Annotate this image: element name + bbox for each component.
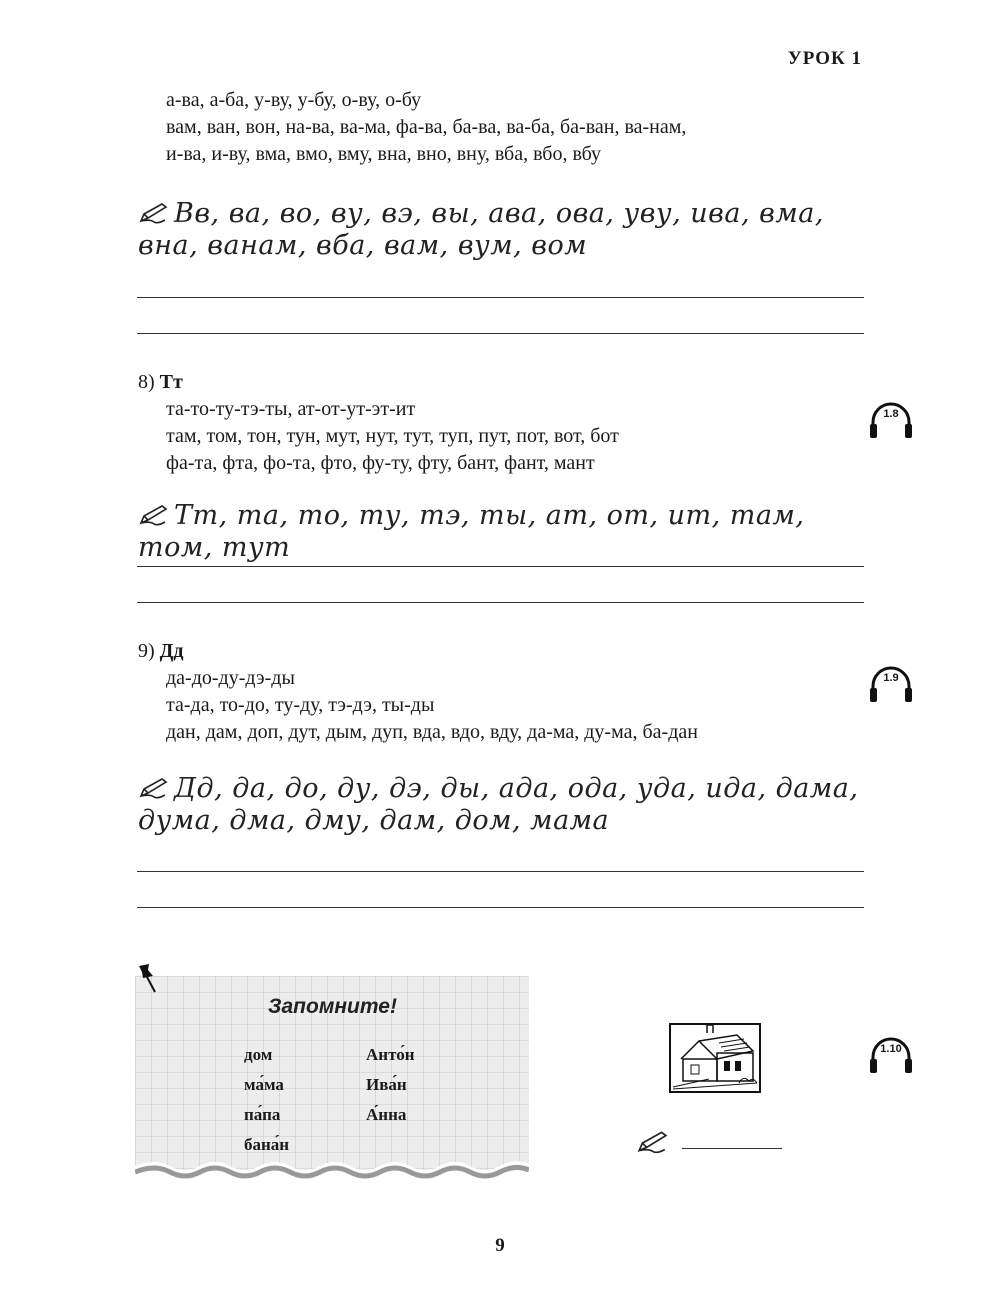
drill-line: да-до-ду-дэ-ды <box>166 667 295 689</box>
drill-lines-d <box>166 665 698 746</box>
drill-line: вам, ван, вон, на-ва, ва-ма, фа-ва, ба-ва, ва-ба, ба-ван, ва-нам, <box>166 116 687 138</box>
section-number: 8) <box>138 371 155 393</box>
audio-track-label: 1.8 <box>883 408 899 420</box>
pen-icon <box>636 1130 668 1154</box>
remember-word: дом <box>244 1045 273 1064</box>
writing-line[interactable] <box>137 602 864 603</box>
section-letter: Тт <box>159 371 183 393</box>
remember-word: Анто́н <box>366 1045 415 1064</box>
remember-word: бана́н <box>244 1135 290 1154</box>
cursive-text: Дд, да, до, ду, дэ, ды, ада, ода, уда, ида, дама, дума, дма, дму, дам, дом, мама <box>138 773 859 836</box>
answer-line[interactable] <box>682 1148 782 1149</box>
headphones-icon[interactable] <box>867 662 915 708</box>
section-heading-d <box>138 640 184 663</box>
remember-col-2 <box>366 1040 415 1130</box>
drill-line: та-да, то-до, ту-ду, тэ-дэ, ты-ды <box>166 694 435 716</box>
cursive-sample-t <box>138 500 868 564</box>
cursive-sample-d <box>138 773 868 837</box>
drill-lines-t <box>166 396 619 477</box>
cursive-sample-v <box>138 198 868 262</box>
writing-line[interactable] <box>137 566 864 567</box>
house-image <box>669 1023 761 1093</box>
section-letter: Дд <box>159 640 184 662</box>
drill-lines-v <box>166 87 686 168</box>
writing-line[interactable] <box>137 333 864 334</box>
drill-line: та-то-ту-тэ-ты, ат-от-ут-эт-ит <box>166 398 416 420</box>
remember-col-1 <box>244 1040 289 1160</box>
pen-icon <box>138 202 168 224</box>
writing-line[interactable] <box>137 297 864 298</box>
drill-line: дан, дам, доп, дут, дым, дуп, вда, вдо, вду, да-ма, ду-ма, ба-дан <box>166 721 698 743</box>
writing-line[interactable] <box>137 871 864 872</box>
audio-track-label: 1.10 <box>880 1043 902 1055</box>
writing-line[interactable] <box>137 907 864 908</box>
drill-line: а-ва, а-ба, у-ву, у-бу, о-ву, о-бу <box>166 89 422 111</box>
remember-word: ма́ма <box>244 1075 284 1094</box>
audio-track-label: 1.9 <box>883 672 899 684</box>
section-number: 9) <box>138 640 155 662</box>
remember-word: А́нна <box>366 1105 407 1124</box>
section-heading-t <box>138 371 183 394</box>
pen-icon <box>138 777 168 799</box>
cursive-text: Вв, ва, во, ву, вэ, вы, ава, ова, уву, ива, вма, вна, ванам, вба, вам, вум, вом <box>138 198 824 261</box>
pen-icon <box>138 504 168 526</box>
cursive-text: Тт, та, то, ту, тэ, ты, ат, от, ит, там, том, тут <box>138 500 805 563</box>
drill-line: там, том, тон, тун, мут, нут, тут, туп, пут, пот, вот, бот <box>166 425 619 447</box>
drill-line: и-ва, и-ву, вма, вмо, вму, вна, вно, вну, вба, вбо, вбу <box>166 143 602 165</box>
page-number: 9 <box>495 1235 505 1256</box>
remember-title: Запомните! <box>268 995 397 1018</box>
remember-word: Ива́н <box>366 1075 407 1094</box>
drill-line: фа-та, фта, фо-та, фто, фу-ту, фту, бант, фант, мант <box>166 452 595 474</box>
headphones-icon[interactable] <box>867 1033 915 1079</box>
remember-word: па́па <box>244 1105 281 1124</box>
headphones-icon[interactable] <box>867 398 915 444</box>
pushpin-icon <box>135 962 161 994</box>
lesson-header: УРОК 1 <box>787 48 862 69</box>
